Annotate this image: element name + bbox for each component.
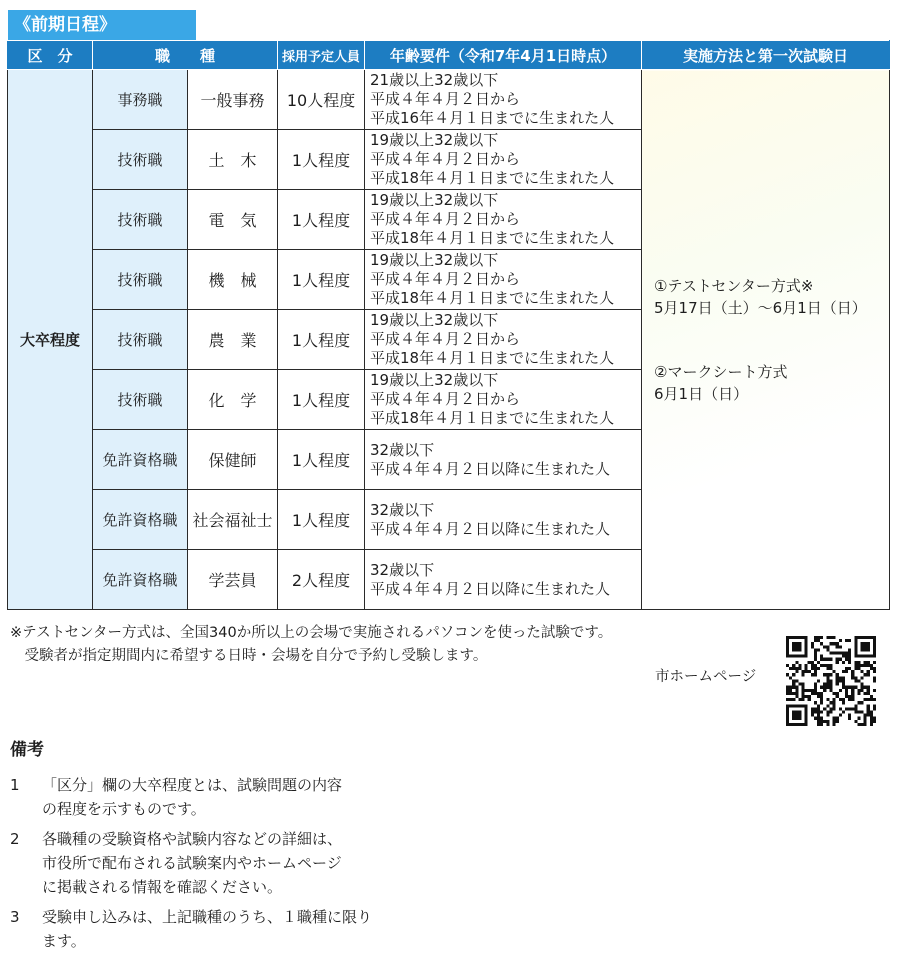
job-cell: 電 気 (188, 190, 278, 250)
age-line: 平成４年４月２日から (370, 150, 521, 168)
count-cell: 1人程度 (278, 370, 365, 430)
job-cell: 土 木 (188, 130, 278, 190)
age-line: 平成18年４月１日までに生まれた人 (370, 169, 615, 187)
method-line-1: ①テストセンター方式※ (654, 276, 814, 295)
job-cell: 化 学 (188, 370, 278, 430)
count-cell: 1人程度 (278, 130, 365, 190)
category-cell: 技術職 (93, 130, 188, 190)
count-cell: 1人程度 (278, 430, 365, 490)
header-method: 実施方法と第一次試験日 (642, 41, 890, 70)
category-cell: 技術職 (93, 310, 188, 370)
age-line: 19歳以上32歳以下 (370, 371, 499, 389)
remark-number: 1 (10, 776, 20, 794)
count-cell: 10人程度 (278, 70, 365, 130)
age-line: 平成４年４月２日から (370, 270, 521, 288)
qr-label: 市ホームページ (655, 669, 757, 685)
category-cell: 技術職 (93, 190, 188, 250)
remark-text (42, 905, 412, 953)
age-line: 平成４年４月２日から (370, 210, 521, 228)
job-cell: 一般事務 (188, 70, 278, 130)
age-line: 平成16年４月１日までに生まれた人 (370, 109, 615, 127)
category-cell: 免許資格職 (93, 430, 188, 490)
age-line: 平成４年４月２日以降に生まれた人 (370, 519, 611, 538)
kubun-cell: 大卒程度 (8, 70, 93, 610)
category-cell: 事務職 (93, 70, 188, 130)
header-age: 年齢要件（令和7年4月1日時点） (365, 41, 642, 70)
job-cell: 学芸員 (188, 550, 278, 610)
age-line: 32歳以下 (370, 560, 435, 579)
age-cell (365, 190, 642, 250)
count-cell: 1人程度 (278, 190, 365, 250)
section-title: 《前期日程》 (8, 10, 196, 40)
category-cell: 技術職 (93, 250, 188, 310)
age-line: 平成４年４月２日から (370, 390, 521, 408)
age-line: 平成18年４月１日までに生まれた人 (370, 229, 615, 247)
count-cell: 1人程度 (278, 490, 365, 550)
age-line: 21歳以上32歳以下 (370, 71, 499, 89)
remark-line: 各職種の受験資格や試験内容などの詳細は、 (42, 830, 343, 848)
age-line: 32歳以下 (370, 500, 435, 519)
remark-line: 「区分」欄の大卒程度とは、試験問題の内容 (42, 776, 343, 794)
age-line: 平成18年４月１日までに生まれた人 (370, 289, 615, 307)
age-cell (365, 310, 642, 370)
category-cell: 免許資格職 (93, 490, 188, 550)
header-count: 採用予定人員 (278, 41, 365, 70)
age-line: 19歳以上32歳以下 (370, 131, 499, 149)
age-line: 平成４年４月２日から (370, 330, 521, 348)
job-cell: 農 業 (188, 310, 278, 370)
method-cell (642, 70, 890, 610)
age-cell (365, 70, 642, 130)
age-cell (365, 130, 642, 190)
age-line: 平成18年４月１日までに生まれた人 (370, 349, 615, 367)
count-cell: 1人程度 (278, 310, 365, 370)
remark-line: ます。 (42, 932, 86, 950)
age-line: 19歳以上32歳以下 (370, 191, 499, 209)
age-cell (365, 490, 642, 550)
method-line-2: 5月17日（土）～6月1日（日） (654, 298, 867, 317)
remark-line: 受験申し込みは、上記職種のうち、１職種に限り (42, 908, 373, 926)
remarks-title: 備考 (10, 740, 44, 760)
remark-line: の程度を示すものです。 (42, 800, 206, 818)
qr-code-icon[interactable] (786, 636, 876, 726)
remark-line: 市役所で配布される試験案内やホームページ (42, 854, 342, 872)
age-cell (365, 370, 642, 430)
age-cell (365, 430, 642, 490)
remark-number: 3 (10, 908, 20, 926)
table-header-row (8, 41, 890, 70)
schedule-table (7, 40, 890, 610)
header-job: 職 種 (93, 41, 278, 70)
header-kubun: 区 分 (8, 41, 93, 70)
table-row (8, 70, 890, 130)
method-line-4: 6月1日（日） (654, 384, 749, 403)
age-cell (365, 250, 642, 310)
age-line: 19歳以上32歳以下 (370, 311, 499, 329)
age-line: 19歳以上32歳以下 (370, 251, 499, 269)
remark-number: 2 (10, 830, 20, 848)
remark-text (42, 827, 412, 899)
age-line: 平成４年４月２日以降に生まれた人 (370, 459, 611, 478)
footnote-line-1: ※テストセンター方式は、全国340か所以上の会場で実施されるパソコンを使った試験です。 (10, 625, 613, 641)
job-cell: 機 械 (188, 250, 278, 310)
footnote-line-2: 受験者が指定期間内に希望する日時・会場を自分で予約し受験します。 (10, 648, 488, 664)
category-cell: 免許資格職 (93, 550, 188, 610)
remark-line: に掲載される情報を確認ください。 (42, 878, 283, 896)
age-line: 平成18年４月１日までに生まれた人 (370, 409, 615, 427)
job-cell: 社会福祉士 (188, 490, 278, 550)
remark-text (42, 773, 412, 821)
age-line: 32歳以下 (370, 440, 435, 459)
category-cell: 技術職 (93, 370, 188, 430)
age-cell (365, 550, 642, 610)
count-cell: 2人程度 (278, 550, 365, 610)
job-cell: 保健師 (188, 430, 278, 490)
method-line-3: ②マークシート方式 (654, 362, 788, 381)
age-line: 平成４年４月２日から (370, 90, 521, 108)
age-line: 平成４年４月２日以降に生まれた人 (370, 579, 611, 598)
count-cell: 1人程度 (278, 250, 365, 310)
